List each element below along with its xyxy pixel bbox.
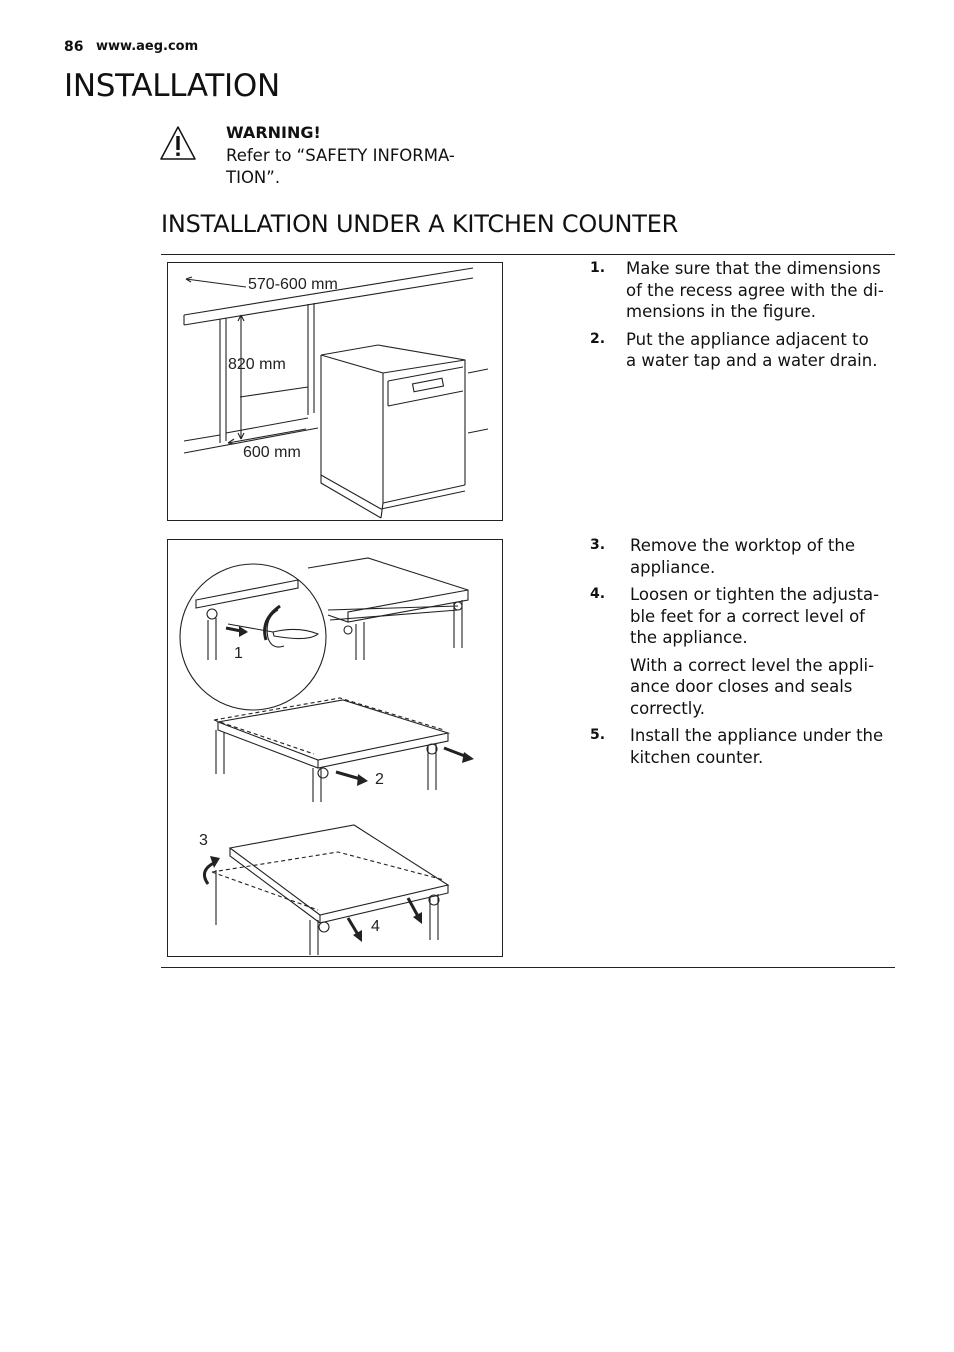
step-text-line: Make sure that the dimensions [626,259,881,278]
step-text-line: Put the appliance adjacent to [626,329,869,349]
step-number: 2. [590,330,606,347]
page-number: 86 [64,39,84,55]
step-number: 4. [590,586,606,602]
page-title: INSTALLATION [64,68,280,104]
warning-text [226,145,486,188]
step-text-line: ble feet for a correct level of [630,606,865,626]
step-note-line: correctly. [630,698,706,718]
step-text-line: Loosen or tighten the adjusta- [630,585,880,604]
step-number: 3. [590,537,606,553]
warning-title: WARNING! [226,123,321,142]
step-text-line: of the recess agree with the di- [626,280,884,300]
step-text-line: Remove the worktop of the [630,536,855,555]
steps-list-2 [590,535,890,774]
worktop-feet-figure [167,539,503,957]
depth-dimension-label: 600 mm [243,444,301,461]
warning-line: Refer to “SAFETY INFORMA- [226,146,455,165]
step-number: 1. [590,260,606,276]
step-note [630,655,890,720]
step-number: 5. [590,727,606,743]
width-dimension-label: 570-600 mm [248,276,338,293]
list-item [590,329,890,372]
section-rule-top [161,254,895,255]
warning-line: TION”. [226,167,281,187]
step-text-line: appliance. [630,557,716,577]
step-text-line: Install the appliance under the [630,726,884,745]
step-4-label: 4 [371,918,380,935]
section-title: INSTALLATION UNDER A KITCHEN COUNTER [161,210,679,238]
step-text-line: the appliance. [630,628,748,647]
list-item [590,584,890,719]
list-item [590,725,890,768]
height-dimension-label: 820 mm [228,356,286,373]
recess-dimensions-figure [167,262,503,521]
step-note-line: ance door closes and seals [630,677,853,696]
step-text-line: mensions in the figure. [626,302,817,321]
section-rule-bottom [161,967,895,968]
list-item [590,535,890,578]
step-note-line: With a correct level the appli- [630,655,875,675]
step-2-label: 2 [375,771,384,788]
list-item [590,258,890,323]
step-text-line: a water tap and a water drain. [626,351,878,370]
step-3-label: 3 [199,832,208,849]
step-text-line: kitchen counter. [630,747,764,767]
warning-triangle-icon [158,124,198,162]
website-url: www.aeg.com [96,39,199,54]
step-1-label: 1 [234,645,243,662]
steps-list-1 [590,258,890,378]
